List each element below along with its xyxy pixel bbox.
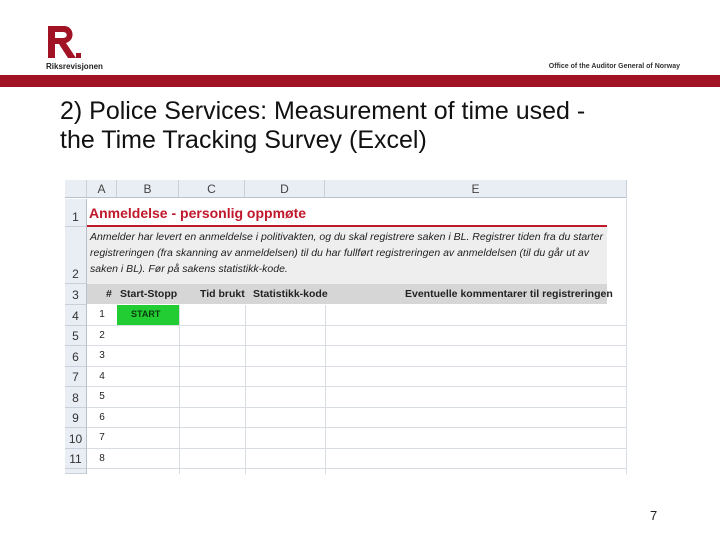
- header-bar: [0, 75, 720, 87]
- column-header-a[interactable]: A: [87, 180, 117, 198]
- start-label: START: [131, 309, 161, 319]
- header-statistics-code: Statistikk-kode: [253, 288, 328, 300]
- row-header-8[interactable]: 8: [65, 387, 87, 408]
- row-header-11[interactable]: 11: [65, 449, 87, 469]
- row-number[interactable]: 6: [99, 412, 105, 423]
- row-header-6[interactable]: 6: [65, 346, 87, 367]
- header-time-used: Tid brukt: [200, 288, 245, 300]
- gridline: [87, 448, 627, 449]
- header-comments: Eventuelle kommentarer til registreringen: [405, 288, 613, 300]
- column-header-b[interactable]: B: [117, 180, 179, 198]
- table-header-row[interactable]: [87, 284, 613, 304]
- row-header-10[interactable]: 10: [65, 428, 87, 449]
- slide-title-line-1: 2) Police Services: Measurement of time used -: [60, 97, 586, 125]
- row-header-7[interactable]: 7: [65, 367, 87, 387]
- row-number[interactable]: 1: [99, 309, 105, 320]
- description-text: Anmelder har levert en anmeldelse i politivakten, og du skal registrere saken i BL. Registrer tiden fra du starter registreringen (fra skanning av anmeldelsen) til du har fullført registreringen av anmeldelsen (til du går ut av saken i BL). Før på sakens statistikk-kode.: [90, 231, 604, 275]
- gridline: [87, 386, 627, 387]
- form-title: Anmeldelse - personlig oppmøte: [89, 205, 307, 221]
- row-header-3[interactable]: 3: [65, 284, 87, 305]
- gridline: [87, 407, 627, 408]
- row-header-1[interactable]: 1: [65, 199, 87, 227]
- logo-text: Riksrevisjonen: [46, 62, 103, 71]
- gridline: [179, 305, 180, 474]
- row-header-4[interactable]: 4: [65, 305, 87, 326]
- slide-title-line-2: the Time Tracking Survey (Excel): [60, 126, 427, 154]
- row-number[interactable]: 3: [99, 350, 105, 361]
- header-number: #: [106, 288, 112, 300]
- gridline: [325, 305, 326, 474]
- corner-cell[interactable]: [65, 180, 87, 198]
- row-header-2[interactable]: 2: [65, 227, 87, 284]
- header-start-stop: Start-Stopp: [120, 288, 178, 300]
- gridline: [87, 325, 627, 326]
- row-number[interactable]: 5: [99, 391, 105, 402]
- row-header-12[interactable]: [65, 469, 87, 474]
- description-cell[interactable]: [87, 227, 607, 284]
- column-header-c[interactable]: C: [179, 180, 245, 198]
- form-title-cell[interactable]: [87, 199, 627, 226]
- gridline: [87, 366, 627, 367]
- gridline: [626, 199, 627, 474]
- gridline: [87, 345, 627, 346]
- riksrevisjonen-logo-icon: [44, 22, 84, 62]
- gridline: [87, 468, 627, 469]
- start-cell[interactable]: [117, 305, 179, 325]
- row-number[interactable]: 2: [99, 330, 105, 341]
- gridline: [87, 427, 627, 428]
- row-number[interactable]: 8: [99, 453, 105, 464]
- row-number[interactable]: 4: [99, 371, 105, 382]
- page-number: 7: [650, 508, 658, 523]
- gridline: [245, 305, 246, 474]
- row-header-9[interactable]: 9: [65, 408, 87, 428]
- column-header-d[interactable]: D: [245, 180, 325, 198]
- row-header-5[interactable]: 5: [65, 326, 87, 346]
- slide-title: [60, 97, 680, 155]
- row-number[interactable]: 7: [99, 432, 105, 443]
- column-header-e[interactable]: E: [325, 180, 627, 198]
- organization-name: Office of the Auditor General of Norway: [548, 63, 680, 70]
- spreadsheet-screenshot: [65, 180, 627, 474]
